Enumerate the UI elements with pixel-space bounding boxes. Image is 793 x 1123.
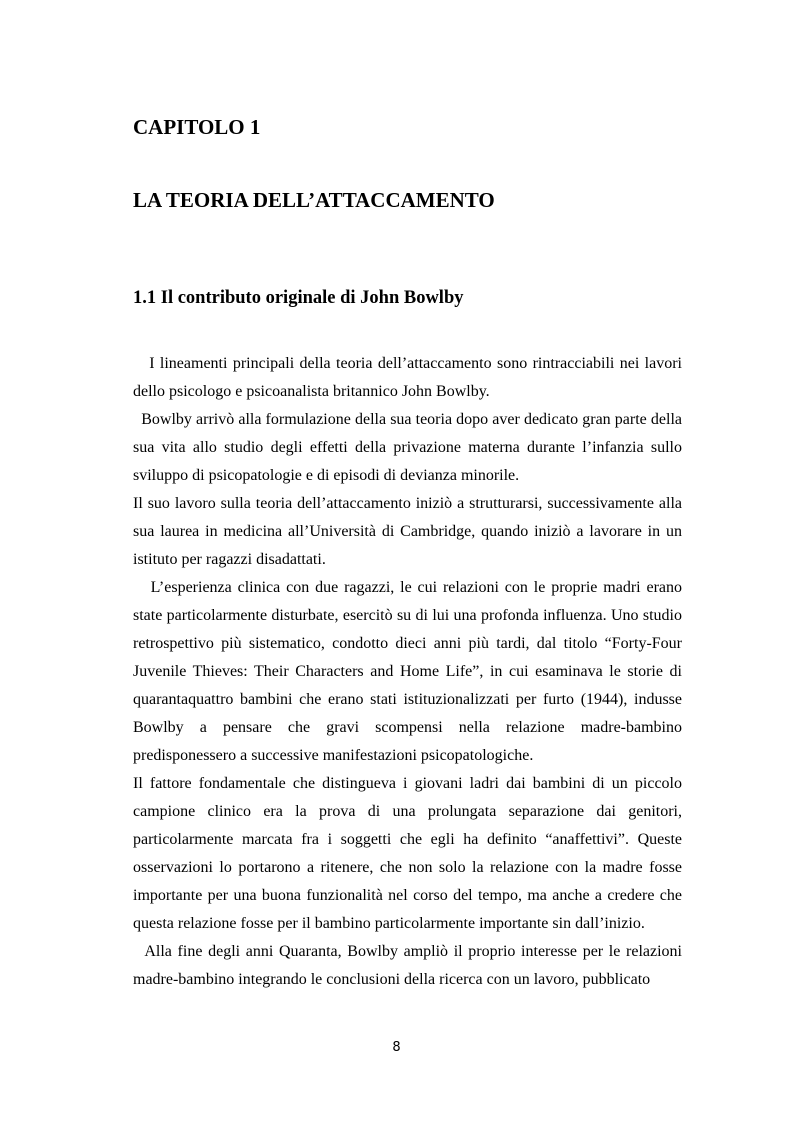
paragraph: Alla fine degli anni Quaranta, Bowlby ampliò il proprio interesse per le relazioni madre-bambino integrando le conclusioni della ricerca con un lavoro, pubblicato xyxy=(133,943,682,988)
paragraph: L’esperienza clinica con due ragazzi, le cui relazioni con le proprie madri erano state particolarmente disturbate, esercitò su di lui una profonda influenza. Uno studio retrospettivo più sistematico, condotto dieci anni più tardi, dal titolo “Forty-Four Juvenile Thieves: Their Characters and Home Life”, in cui esaminava le storie di quarantaquattro bambini che erano stati istituzionalizzati per furto (1944), indusse Bowlby a pensare che gravi scompensi nella relazione madre-bambino predisponessero a successive manifestazioni psicopatologiche. xyxy=(133,579,682,764)
page-number: 8 xyxy=(392,1040,401,1055)
paragraph: Il suo lavoro sulla teoria dell’attaccamento iniziò a strutturarsi, successivamente alla sua laurea in medicina all’Università di Cambridge, quando iniziò a lavorare in un istituto per ragazzi disadattati. xyxy=(133,495,682,568)
chapter-label: CAPITOLO 1 xyxy=(133,115,261,139)
paragraph: Bowlby arrivò alla formulazione della sua teoria dopo aver dedicato gran parte della sua vita allo studio degli effetti della privazione materna durante l’infanzia sullo sviluppo di psicopatologie e di episodi di devianza minorile. xyxy=(133,411,682,484)
body-text xyxy=(133,350,682,994)
paragraph: Il fattore fondamentale che distingueva i giovani ladri dai bambini di un piccolo campione clinico era la prova di una prolungata separazione dai genitori, particolarmente marcata fra i soggetti che egli ha definito “anaffettivi”. Queste osservazioni lo portarono a ritenere, che non solo la relazione con la madre fosse importante per una buona funzionalità nel corso del tempo, ma anche a credere che questa relazione fosse per il bambino particolarmente importante sin dall’inizio. xyxy=(133,775,682,932)
chapter-title: LA TEORIA DELL’ATTACCAMENTO xyxy=(133,188,495,212)
section-title: 1.1 Il contributo originale di John Bowlby xyxy=(133,288,464,308)
paragraph: I lineamenti principali della teoria dell’attaccamento sono rintracciabili nei lavori dello psicologo e psicoanalista britannico John Bowlby. xyxy=(133,355,682,400)
